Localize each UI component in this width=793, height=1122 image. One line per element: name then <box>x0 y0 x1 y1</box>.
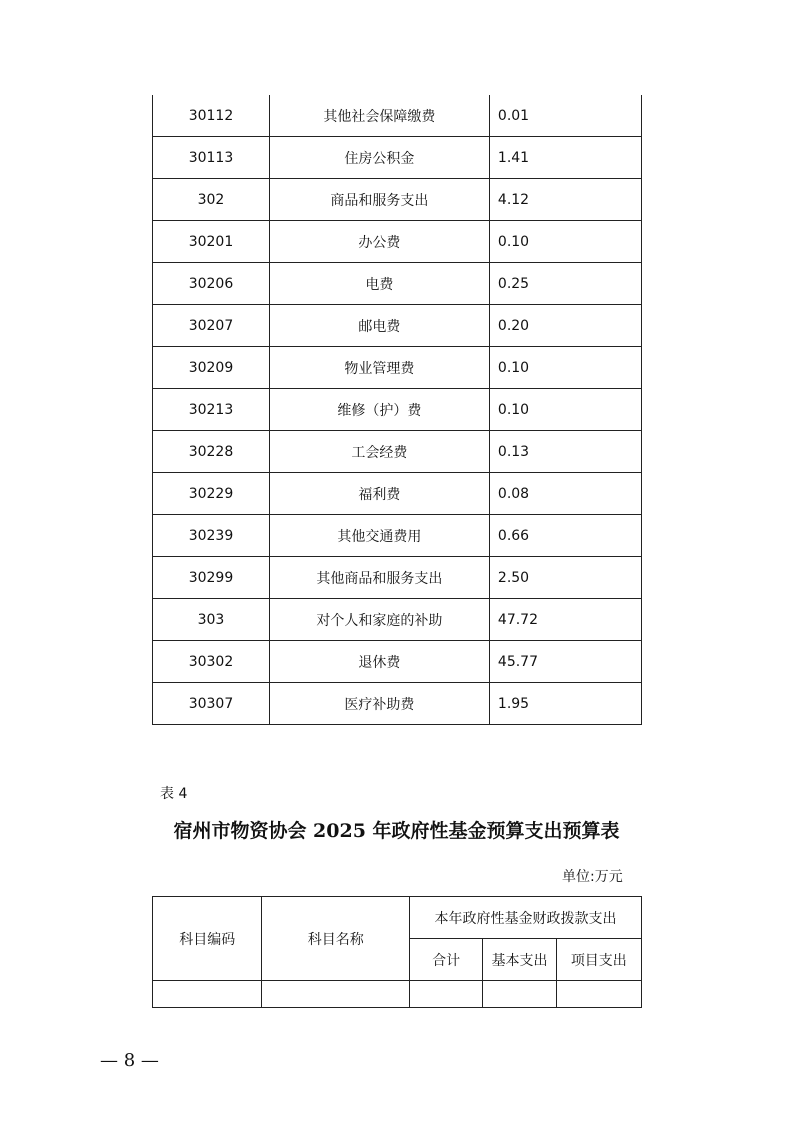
government-fund-expenditure-table <box>152 896 642 1008</box>
table-row <box>153 263 642 305</box>
row-amount: 0.66 <box>489 515 641 557</box>
header-basic: 基本支出 <box>483 939 556 981</box>
table-cell <box>262 981 410 1008</box>
row-name: 电费 <box>269 263 489 305</box>
row-amount: 0.01 <box>489 95 641 137</box>
row-code: 30307 <box>153 683 270 725</box>
row-code: 30209 <box>153 347 270 389</box>
row-name: 其他交通费用 <box>269 515 489 557</box>
table-row <box>153 179 642 221</box>
row-code: 303 <box>153 599 270 641</box>
row-amount: 0.10 <box>489 389 641 431</box>
table-row <box>153 305 642 347</box>
table-label: 表 4 <box>160 786 188 802</box>
row-code: 30239 <box>153 515 270 557</box>
table-cell <box>410 981 483 1008</box>
expenditure-table-continued <box>152 95 642 725</box>
row-amount: 47.72 <box>489 599 641 641</box>
row-code: 30201 <box>153 221 270 263</box>
row-name: 其他商品和服务支出 <box>269 557 489 599</box>
row-code: 30207 <box>153 305 270 347</box>
page-number: — 8 — <box>100 1050 159 1071</box>
row-name: 其他社会保障缴费 <box>269 95 489 137</box>
row-name: 商品和服务支出 <box>269 179 489 221</box>
row-code: 30299 <box>153 557 270 599</box>
row-code: 302 <box>153 179 270 221</box>
table-row <box>153 431 642 473</box>
row-name: 退休费 <box>269 641 489 683</box>
header-name: 科目名称 <box>262 897 410 981</box>
table-row <box>153 641 642 683</box>
table-row <box>153 389 642 431</box>
table-row <box>153 347 642 389</box>
row-name: 维修（护）费 <box>269 389 489 431</box>
row-name: 办公费 <box>269 221 489 263</box>
row-code: 30112 <box>153 95 270 137</box>
row-code: 30302 <box>153 641 270 683</box>
row-amount: 1.95 <box>489 683 641 725</box>
table-cell <box>556 981 641 1008</box>
table-title: 宿州市物资协会 2025 年政府性基金预算支出预算表 <box>173 820 620 842</box>
table-row <box>153 473 642 515</box>
row-amount: 0.20 <box>489 305 641 347</box>
row-amount: 0.10 <box>489 347 641 389</box>
row-code: 30229 <box>153 473 270 515</box>
header-row <box>153 897 642 939</box>
table-row <box>153 599 642 641</box>
table-row <box>153 137 642 179</box>
header-total: 合计 <box>410 939 483 981</box>
table-row <box>153 981 642 1008</box>
row-name: 邮电费 <box>269 305 489 347</box>
unit-label: 单位:万元 <box>562 869 623 885</box>
row-amount: 0.13 <box>489 431 641 473</box>
row-code: 30228 <box>153 431 270 473</box>
table-row <box>153 515 642 557</box>
row-code: 30206 <box>153 263 270 305</box>
row-amount: 0.25 <box>489 263 641 305</box>
row-name: 医疗补助费 <box>269 683 489 725</box>
row-amount: 4.12 <box>489 179 641 221</box>
row-amount: 1.41 <box>489 137 641 179</box>
header-project: 项目支出 <box>556 939 641 981</box>
row-amount: 45.77 <box>489 641 641 683</box>
row-name: 物业管理费 <box>269 347 489 389</box>
row-name: 住房公积金 <box>269 137 489 179</box>
table-cell <box>483 981 556 1008</box>
table-row <box>153 221 642 263</box>
row-name: 工会经费 <box>269 431 489 473</box>
table-row <box>153 683 642 725</box>
table-row <box>153 557 642 599</box>
row-name: 福利费 <box>269 473 489 515</box>
row-code: 30213 <box>153 389 270 431</box>
table-row <box>153 95 642 137</box>
row-amount: 0.10 <box>489 221 641 263</box>
header-code: 科目编码 <box>153 897 262 981</box>
row-name: 对个人和家庭的补助 <box>269 599 489 641</box>
row-amount: 2.50 <box>489 557 641 599</box>
row-amount: 0.08 <box>489 473 641 515</box>
row-code: 30113 <box>153 137 270 179</box>
table-cell <box>153 981 262 1008</box>
header-fund-group: 本年政府性基金财政拨款支出 <box>410 897 642 939</box>
